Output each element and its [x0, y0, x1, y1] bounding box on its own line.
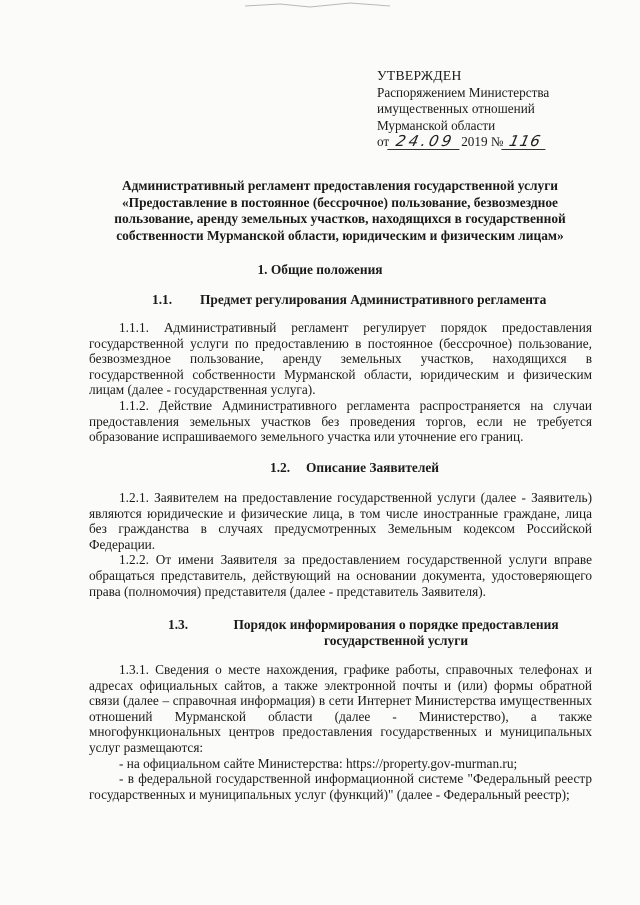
- approval-line-2: имущественных отношений: [377, 101, 535, 116]
- paragraph-1-2-1: 1.2.1. Заявителем на предоставление государственной услуги (далее - Заявитель) являются юридические и физические лица, в том числе иностранные граждане, лица без гражданства в случаях предусмотренных Земельным кодексом Российской Федерации.: [89, 490, 592, 552]
- subsection-1-3-title-line-1: Порядок информирования о порядке предоставления: [233, 617, 559, 632]
- date-year: 2019 №: [461, 134, 504, 149]
- subsection-1-1-heading: [152, 292, 546, 309]
- subsection-1-3-number: 1.3.: [168, 617, 189, 632]
- title-line-2: «Предоставление в постоянное (бессрочное) пользование, безвозмездное: [121, 194, 558, 210]
- paragraph-1-2-2: 1.2.2. От имени Заявителя за предоставлением государственной услуги вправе обращаться представитель, действующий на основании документа, удостоверяющего права (полномочия) представителя (далее - представитель Заявителя).: [89, 552, 592, 599]
- subsection-1-3-heading: [168, 617, 588, 648]
- document-title: [90, 178, 590, 244]
- approval-heading: УТВЕРЖДЕН: [377, 68, 462, 83]
- subsection-1-1-number: 1.1.: [152, 292, 173, 307]
- title-line-4: собственности Мурманской области, юридическим и физическим лицам»: [116, 227, 564, 243]
- approval-date-line: [377, 134, 607, 151]
- approval-line-3: Мурманской области: [377, 117, 496, 133]
- paragraphs-1-3: [89, 662, 592, 802]
- paragraphs-1-1: [89, 320, 592, 445]
- date-prefix: от: [377, 134, 390, 149]
- paragraph-1-1-1: 1.1.1. Административный регламент регулирует порядок предоставления государственной услуги по предоставлению в постоянное (бессрочное) пользование, безвозмездное пользование, аренду земельных участков, находящихся в государственной собственности Мурманской области, юридическим и физическим лицам (далее - государственная услуга).: [89, 320, 592, 398]
- subsection-1-2-title: Описание Заявителей: [306, 460, 440, 475]
- approval-line-1: Распоряжением Министерства: [377, 84, 550, 100]
- paragraph-1-3-1: 1.3.1. Сведения о месте нахождения, графике работы, справочных телефонах и адресах официальных сайтов, а также электронной почты и (или) формы обратной связи (далее – справочная информация) в сети Интернет Министерства имущественных отношений Мурманской области (далее - Министерство), а также многофункциональных центров предоставления государственных и муниципальных услуг размещаются:: [89, 662, 592, 755]
- bullet-federal-registry: - в федеральной государственной информационной системе "Федеральный реестр государственных и муниципальных услуг (функций)" (далее - Федеральный реестр);: [89, 771, 592, 802]
- paragraph-1-1-2: 1.1.2. Действие Административного регламента распространяется на случаи предоставления земельных участков без проведения торгов, если не требуется образование испрашиваемого земельного участка или уточнение его границ.: [89, 397, 592, 445]
- subsection-1-2-heading: [270, 460, 439, 477]
- subsection-1-2-number: 1.2.: [270, 460, 291, 475]
- paragraphs-1-2: [89, 490, 592, 599]
- bullet-official-site: - на официальном сайте Министерства: https://property.gov-murman.ru;: [119, 755, 518, 771]
- title-line-1: Административный регламент предоставления государственной услуги: [121, 178, 559, 193]
- subsection-1-3-title-line-2: государственной услуги: [323, 632, 469, 648]
- subsection-1-1-title: Предмет регулирования Административного регламента: [200, 292, 547, 307]
- handwritten-number: 116: [502, 134, 549, 150]
- section-1-heading: 1. Общие положения: [257, 262, 383, 277]
- scan-artifact: [240, 0, 400, 14]
- handwritten-date: 24.09: [387, 134, 462, 150]
- title-line-3: пользование, аренду земельных участков, находящихся в государственной: [114, 211, 566, 227]
- approval-block: [377, 68, 607, 151]
